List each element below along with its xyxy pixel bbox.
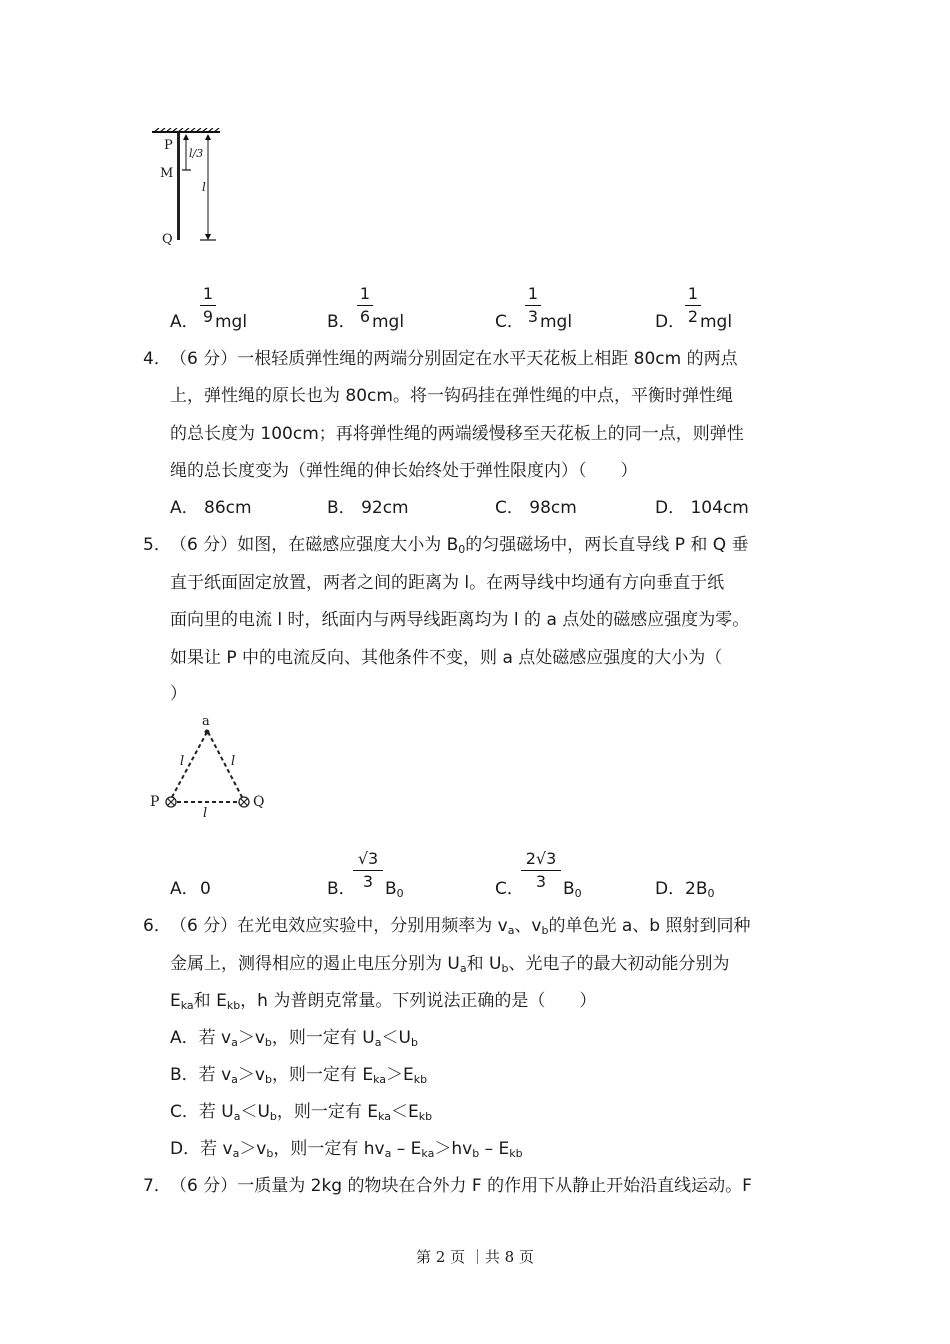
q5-option-d-text (685, 879, 714, 899)
q7-line-1: （6 分）一质量为 2kg 的物块在合外力 F 的作用下从静止开始沿直线运动。F (170, 1176, 752, 1196)
label-m: M (160, 166, 174, 181)
option-d-base: 2B (685, 879, 708, 899)
fraction (357, 285, 373, 326)
numerator: 1 (527, 284, 539, 303)
fraction-bar (525, 305, 541, 306)
option-d-sub: 0 (707, 887, 715, 900)
q6-option-b: B．若 $v_a>v_b$，则一定有 $E_{ka}>E_{kb}$ (170, 1065, 428, 1086)
option-letter: A． (170, 312, 199, 332)
fraction (525, 285, 541, 326)
option-suffix: mgl (372, 312, 405, 332)
q5-number: 5． (143, 535, 171, 555)
option-suffix (385, 879, 404, 899)
label-p: P (164, 138, 173, 153)
q4-option-d: D． 104cm (655, 498, 749, 518)
numerator: 1 (202, 284, 214, 303)
denominator: 3 (535, 872, 547, 891)
q6-line-3: $E_{ka}$和 $E_{kb}$，h 为普朗克常量。下列说法正确的是（ ） (170, 991, 597, 1012)
option-letter: B． (327, 879, 356, 899)
suffix-sub: 0 (574, 887, 582, 900)
triangle-figure (145, 712, 280, 827)
label-p: P (150, 794, 160, 810)
q7-number: 7． (143, 1176, 171, 1196)
q6-line-1: （6 分）在光电效应实验中，分别用频率为 $v_a$、$v_b$的单色光 a、b 照射到同种 (170, 916, 751, 937)
q3-option-d (655, 285, 755, 335)
q5-option-a-letter: A． (170, 879, 199, 899)
numerator: 2√3 (525, 849, 557, 868)
numerator: √3 (357, 849, 379, 868)
fraction-bar (521, 870, 561, 871)
q4-option-c: C． 98cm (495, 498, 577, 518)
side-label-bottom: l (203, 806, 208, 821)
option-letter: D． (655, 312, 686, 332)
denominator: 3 (527, 307, 539, 326)
fraction (521, 850, 561, 891)
option-suffix (563, 879, 582, 899)
denominator: 3 (362, 872, 374, 891)
dim-short-label: l/3 (189, 147, 204, 160)
label-q: Q (253, 794, 265, 810)
q4-line-3: 的总长度为 100cm；再将弹性绳的两端缓慢移至天花板上的同一点，则弹性 (170, 424, 744, 444)
denominator: 9 (202, 307, 214, 326)
fraction (353, 850, 383, 891)
numerator: 1 (359, 284, 371, 303)
fraction (200, 285, 216, 326)
denominator: 2 (687, 307, 699, 326)
option-letter: C． (495, 312, 524, 332)
q5-line-1-pre: （6 分）如图，在磁感应强度大小为 B (170, 535, 459, 555)
option-suffix: mgl (540, 312, 573, 332)
q6-line-2: 金属上，测得相应的遏止电压分别为 $U_a$和 $U_b$、光电子的最大初动能分别为 (170, 954, 730, 975)
q4-option-a: A． 86cm (170, 498, 252, 518)
fraction-bar (357, 305, 373, 306)
q6-option-d: D．若 $v_a>v_b$，则一定有 $hv_a - E_{ka}>hv_b - E_{kb}$ (170, 1139, 523, 1160)
q5-line-4: 如果让 P 中的电流反向、其他条件不变，则 a 点处磁感应强度的大小为（ (170, 648, 723, 668)
option-suffix: mgl (215, 312, 248, 332)
option-letter: B． (327, 312, 356, 332)
option-letter: C． (495, 879, 524, 899)
q3-option-b (327, 285, 427, 335)
q5-line-1-post: 的匀强磁场中，两长直导线 P 和 Q 垂 (465, 535, 749, 555)
fraction-bar (200, 305, 216, 306)
q6-number: 6． (143, 916, 171, 936)
denominator: 6 (359, 307, 371, 326)
q3-option-a (170, 285, 270, 335)
option-suffix: mgl (700, 312, 733, 332)
suffix-base: B (385, 879, 397, 899)
q5-option-b (327, 850, 437, 900)
q6-option-a: A．若 $v_a>v_b$，则一定有 $U_a<U_b$ (170, 1028, 418, 1049)
q4-option-b: B． 92cm (327, 498, 409, 518)
q5-line-2: 直于纸面固定放置，两者之间的距离为 l。在两导线中均通有方向垂直于纸 (170, 573, 725, 593)
q4-number: 4． (143, 349, 171, 369)
q5-option-d-letter: D． (655, 879, 686, 899)
fraction (685, 285, 701, 326)
q3-option-c (495, 285, 595, 335)
q4-line-2: 上，弹性绳的原长也为 80cm。将一钩码挂在弹性绳的中点，平衡时弹性绳 (170, 386, 733, 406)
fraction-bar (685, 305, 701, 306)
dim-long-label: l (202, 180, 206, 194)
side-label-right: l (231, 754, 236, 769)
suffix-base: B (563, 879, 575, 899)
q4-line-4: 绳的总长度变为（弹性绳的伸长始终处于弹性限度内）（ ） (170, 461, 638, 481)
suffix-sub: 0 (396, 887, 404, 900)
q4-line-1: （6 分）一根轻质弹性绳的两端分别固定在水平天花板上相距 80cm 的两点 (170, 349, 738, 369)
rope-figure (150, 128, 230, 248)
q5-option-c (495, 850, 605, 900)
q5-line-1-sub: 0 (458, 543, 466, 556)
numerator: 1 (687, 284, 699, 303)
q5-line-5: ） (170, 684, 187, 704)
rope-diagram (150, 128, 230, 248)
q5-option-a-text: 0 (200, 879, 211, 899)
q5-line-1 (170, 535, 749, 555)
label-q: Q (162, 232, 173, 247)
label-a: a (202, 714, 210, 729)
side-label-left: l (180, 754, 185, 769)
fraction-bar (353, 870, 383, 871)
q5-line-3: 面向里的电流 l 时，纸面内与两导线距离均为 l 的 a 点处的磁感应强度为零。 (170, 610, 750, 630)
q6-option-c: C．若 $U_a<U_b$，则一定有 $E_{ka}<E_{kb}$ (170, 1102, 433, 1123)
page-footer: 第 2 页 ｜共 8 页 (416, 1248, 534, 1266)
